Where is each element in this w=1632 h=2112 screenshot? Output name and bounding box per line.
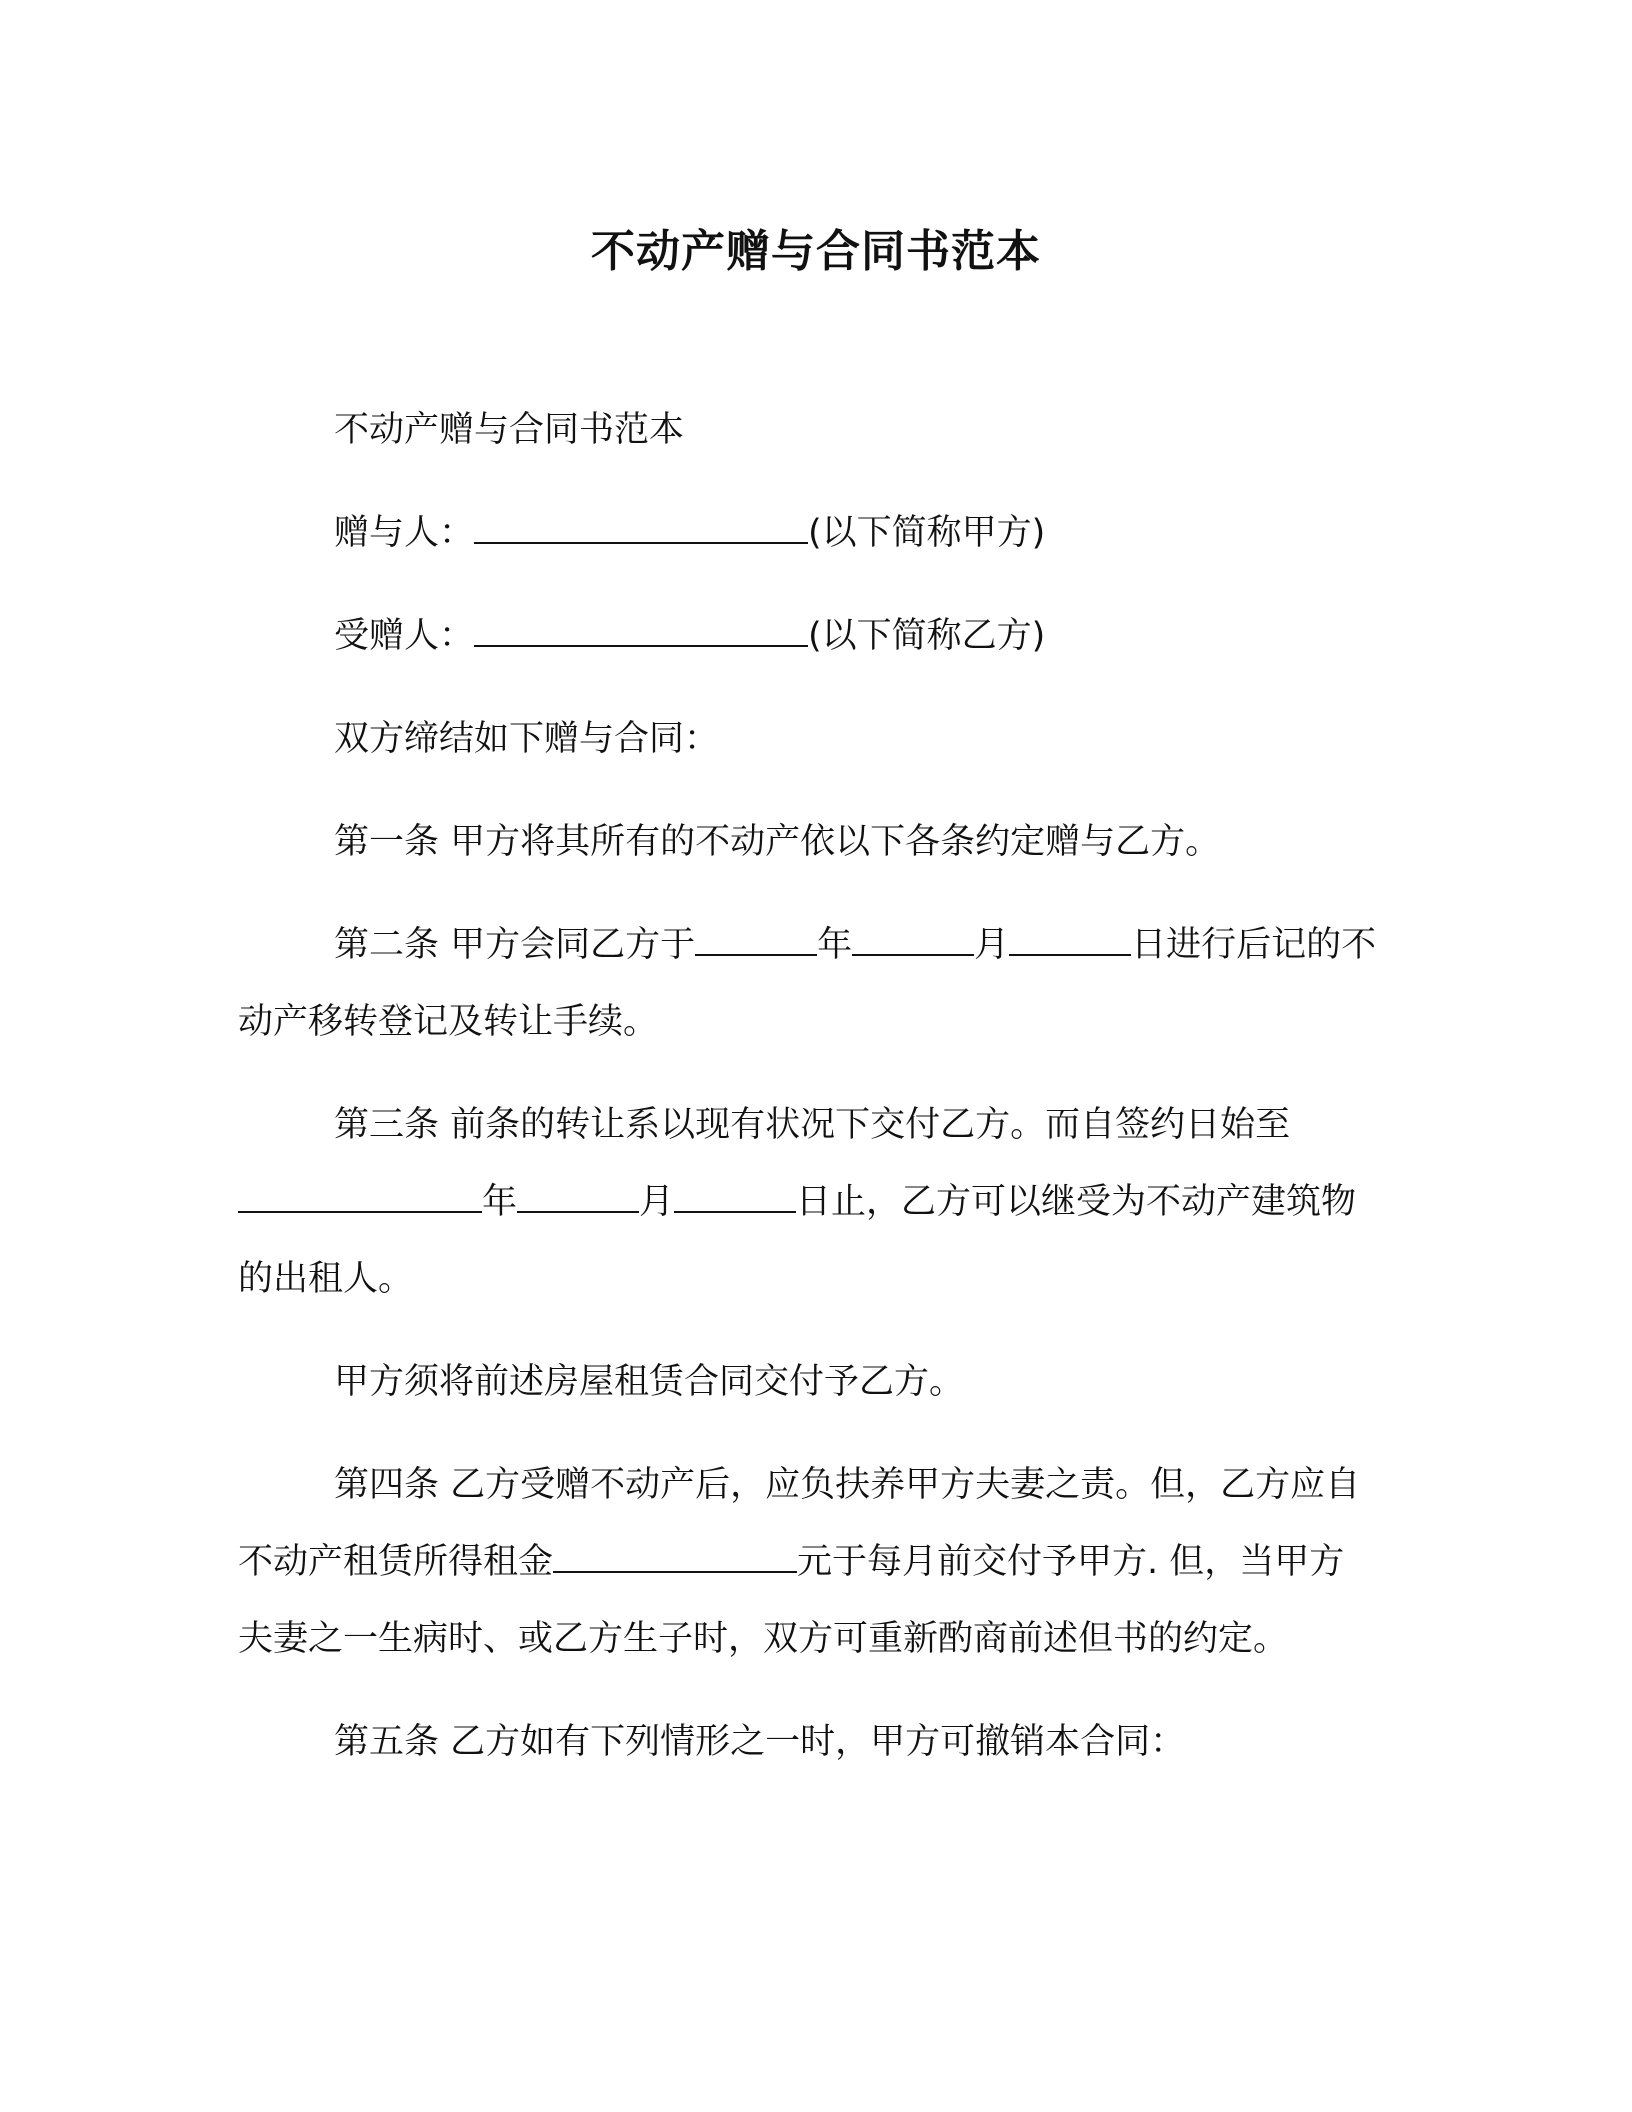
article-3-extra-text: 甲方须将前述房屋租赁合同交付予乙方。 bbox=[334, 1362, 965, 1402]
article-3-text-b: 年 bbox=[482, 1182, 518, 1222]
article-1 bbox=[238, 804, 1378, 881]
subtitle-paragraph bbox=[238, 392, 1378, 469]
article-3-year-blank bbox=[238, 1183, 482, 1213]
article-3-text-a: 第三条 前条的转让系以现有状况下交付乙方。而自签约日始至 bbox=[334, 1105, 1291, 1145]
article-1-text: 第一条 甲方将其所有的不动产依以下各条约定赠与乙方。 bbox=[334, 822, 1221, 862]
donor-suffix: (以下简称甲方) bbox=[808, 513, 1046, 553]
article-3-text-c: 月 bbox=[639, 1182, 675, 1222]
document-title: 不动产赠与合同书范本 bbox=[591, 226, 1041, 277]
article-4-text-a: 第四条 乙方受赠不动产后，应负扶养甲方夫妻之责。但，乙方应自不动产租赁所得租金 bbox=[238, 1465, 1361, 1582]
donor-line bbox=[238, 495, 1378, 572]
article-4-text-b: 元于每月前交付予甲方. 但，当甲方夫妻之一生病时、或乙方生子时，双方可重新酌商前述但书的约定。 bbox=[238, 1542, 1345, 1659]
donor-label: 赠与人： bbox=[334, 513, 475, 553]
article-4 bbox=[238, 1447, 1378, 1678]
article-2-text-c: 月 bbox=[974, 925, 1010, 965]
article-2-text-b: 年 bbox=[817, 925, 853, 965]
article-3 bbox=[238, 1087, 1378, 1318]
article-5 bbox=[238, 1704, 1378, 1781]
intro-paragraph bbox=[238, 701, 1378, 778]
article-3-extra bbox=[238, 1344, 1378, 1421]
donee-blank bbox=[474, 617, 808, 647]
donee-suffix: (以下简称乙方) bbox=[808, 616, 1046, 656]
subtitle-text: 不动产赠与合同书范本 bbox=[334, 410, 685, 450]
intro-text: 双方缔结如下赠与合同： bbox=[334, 719, 720, 759]
article-3-day-blank bbox=[674, 1183, 796, 1213]
article-3-text-d: 日止，乙方可以继受为不动产建筑物的出租人。 bbox=[238, 1182, 1357, 1299]
article-5-text: 第五条 乙方如有下列情形之一时，甲方可撤销本合同： bbox=[334, 1722, 1186, 1762]
article-2-text-a: 第二条 甲方会同乙方于 bbox=[334, 925, 696, 965]
donor-blank bbox=[474, 514, 808, 544]
article-2-text-d: 日进行后记的不动产移转登记及转让手续。 bbox=[238, 925, 1377, 1042]
article-2-year-blank bbox=[695, 926, 817, 956]
article-3-month-blank bbox=[517, 1183, 639, 1213]
article-2-day-blank bbox=[1009, 926, 1131, 956]
donee-label: 受赠人： bbox=[334, 616, 475, 656]
article-2 bbox=[238, 907, 1378, 1061]
article-2-month-blank bbox=[852, 926, 974, 956]
article-4-rent-blank bbox=[553, 1543, 797, 1573]
donee-line bbox=[238, 598, 1378, 675]
document-body bbox=[238, 392, 1378, 1807]
